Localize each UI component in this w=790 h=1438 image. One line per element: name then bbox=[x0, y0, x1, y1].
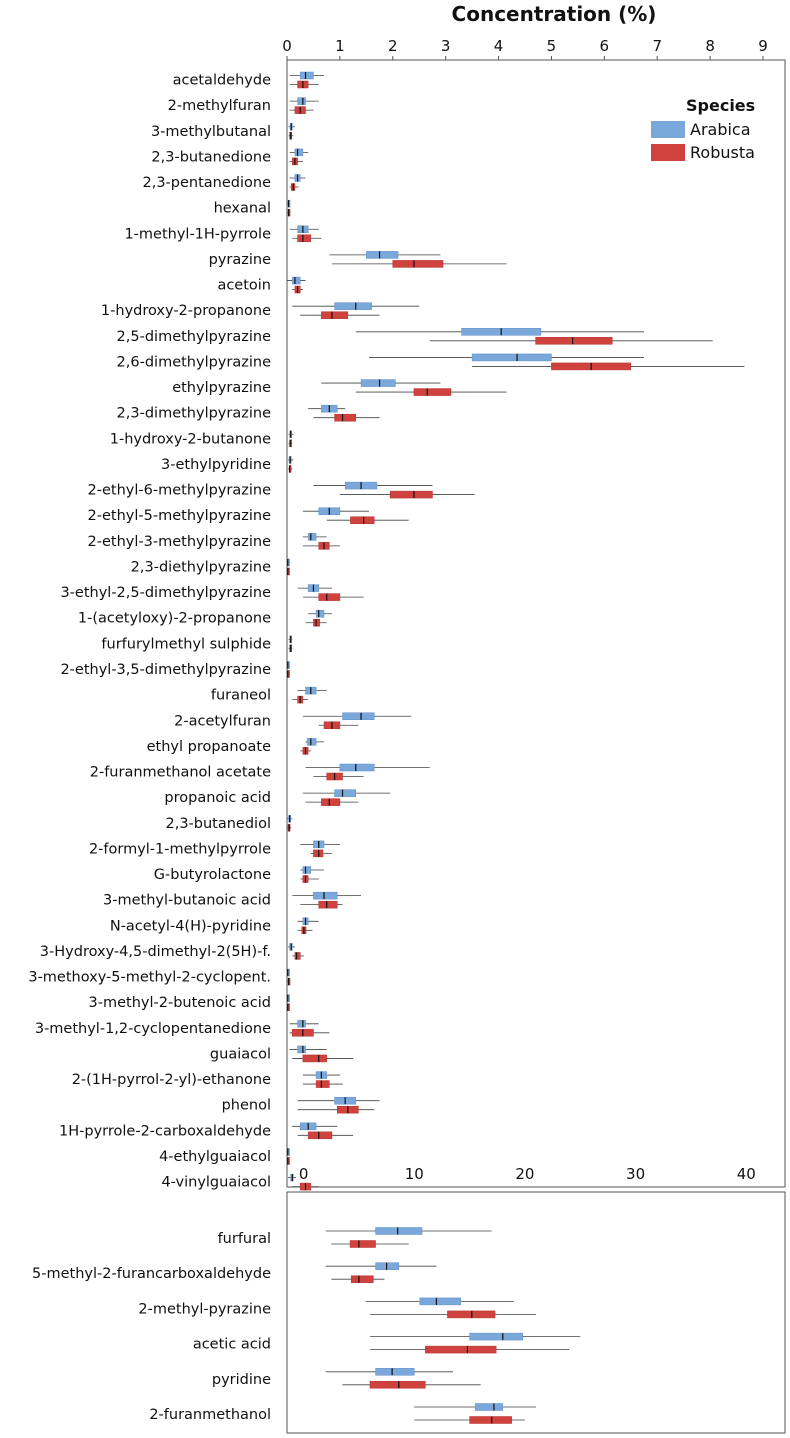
category-label: 3-Hydroxy-4,5-dimethyl-2(5H)-f. bbox=[39, 943, 271, 960]
bottom-x-tick-label: 20 bbox=[515, 1165, 535, 1183]
robusta-box bbox=[319, 901, 338, 908]
category-boxplot-pair bbox=[292, 1123, 353, 1139]
category-label: 3-methoxy-5-methyl-2-cyclopent. bbox=[28, 969, 271, 986]
category-label: 2-furanmethanol bbox=[149, 1407, 271, 1423]
category-boxplot-pair bbox=[303, 1072, 343, 1088]
category-boxplot-pair bbox=[321, 380, 506, 396]
top-x-tick-label: 3 bbox=[440, 37, 451, 55]
robusta-box bbox=[536, 337, 613, 344]
robusta-box bbox=[321, 312, 347, 319]
category-label: 2-ethyl-5-methylpyrazine bbox=[87, 508, 271, 525]
top-category-labels bbox=[28, 73, 271, 1191]
category-boxplot-pair bbox=[292, 687, 326, 703]
category-label: ethylpyrazine bbox=[172, 380, 271, 397]
arabica-box bbox=[292, 277, 300, 284]
arabica-box bbox=[300, 72, 313, 79]
category-label: 1-methyl-1H-pyrrole bbox=[124, 226, 271, 243]
category-label: 1-(acetyloxy)-2-propanone bbox=[77, 610, 271, 627]
arabica-box bbox=[361, 380, 395, 387]
category-boxplot-pair bbox=[287, 969, 290, 985]
arabica-box bbox=[298, 1046, 306, 1053]
arabica-box bbox=[313, 892, 337, 899]
category-boxplot-pair bbox=[290, 226, 322, 242]
robusta-box bbox=[319, 594, 340, 601]
category-label: furaneol bbox=[210, 687, 271, 704]
category-boxplot-pair bbox=[308, 405, 379, 421]
top-x-tick-label: 7 bbox=[652, 37, 662, 55]
category-boxplot-pair bbox=[289, 431, 294, 447]
category-label: 3-methyl-butanoic acid bbox=[103, 892, 271, 909]
top-x-tick-label: 6 bbox=[599, 37, 610, 55]
top-panel-frame bbox=[287, 60, 785, 1187]
category-label: 4-vinylguaiacol bbox=[161, 1174, 271, 1191]
category-label: 2-formyl-1-methylpyrrole bbox=[88, 841, 271, 858]
category-boxplot-pair bbox=[288, 815, 293, 831]
category-boxplot-pair bbox=[306, 610, 332, 626]
arabica-box bbox=[470, 1333, 523, 1340]
category-label: pyrazine bbox=[208, 251, 271, 268]
robusta-box bbox=[335, 414, 356, 421]
category-label: acetoin bbox=[217, 277, 271, 294]
category-boxplot-pair bbox=[300, 841, 340, 857]
bottom-x-tick-label: 30 bbox=[626, 1165, 646, 1183]
category-label: acetaldehyde bbox=[172, 72, 271, 89]
category-label: phenol bbox=[221, 1097, 271, 1114]
category-label: 3-methyl-2-butenoic acid bbox=[88, 995, 271, 1012]
arabica-box bbox=[366, 251, 398, 258]
arabica-box bbox=[376, 1228, 422, 1235]
robusta-box bbox=[350, 1241, 375, 1248]
category-boxplot-pair bbox=[326, 1228, 492, 1248]
bottom-x-tick-label: 40 bbox=[736, 1165, 756, 1183]
category-boxplot-pair bbox=[287, 277, 306, 293]
arabica-box bbox=[316, 610, 324, 617]
arabica-box bbox=[340, 764, 374, 771]
x-axis-title: Concentration (%) bbox=[451, 2, 657, 26]
category-label: 2-methylfuran bbox=[167, 98, 271, 115]
top-axis-ticks bbox=[282, 37, 768, 60]
arabica-box bbox=[420, 1298, 461, 1305]
category-boxplot-pair bbox=[300, 738, 324, 754]
category-label: furfurylmethyl sulphide bbox=[101, 636, 271, 653]
robusta-box bbox=[393, 260, 443, 267]
category-label: propanoic acid bbox=[164, 790, 271, 807]
category-boxplot-pair bbox=[288, 943, 304, 959]
category-label: 1-hydroxy-2-butanone bbox=[109, 431, 271, 448]
robusta-box bbox=[351, 1276, 373, 1283]
arabica-box bbox=[475, 1404, 503, 1411]
arabica-box bbox=[298, 98, 306, 105]
category-boxplot-pair bbox=[356, 328, 713, 344]
category-label: 2,3-dimethylpyrazine bbox=[116, 405, 271, 422]
robusta-box bbox=[303, 1055, 327, 1062]
category-boxplot-pair bbox=[303, 508, 409, 524]
legend-swatch-robusta bbox=[651, 144, 685, 161]
category-boxplot-pair bbox=[287, 661, 289, 677]
bottom-x-tick-label: 10 bbox=[404, 1165, 424, 1183]
category-boxplot-pair bbox=[303, 713, 411, 729]
category-label: 2-ethyl-6-methylpyrazine bbox=[87, 482, 271, 499]
category-label: 2,3-pentanedione bbox=[142, 175, 271, 192]
arabica-box bbox=[343, 713, 375, 720]
category-label: 1-hydroxy-2-propanone bbox=[100, 303, 271, 320]
category-label: acetic acid bbox=[192, 1336, 271, 1353]
category-boxplot-pair bbox=[414, 1404, 536, 1424]
top-x-tick-label: 8 bbox=[705, 37, 715, 55]
robusta-box bbox=[414, 389, 451, 396]
arabica-box bbox=[303, 867, 311, 874]
category-label: 3-ethylpyridine bbox=[161, 456, 271, 473]
category-boxplot-pair bbox=[370, 1333, 580, 1353]
arabica-box bbox=[295, 149, 303, 156]
arabica-box bbox=[335, 790, 356, 797]
category-boxplot-pair bbox=[313, 482, 474, 498]
category-label: 2-ethyl-3-methylpyrazine bbox=[87, 533, 271, 550]
category-label: 3-ethyl-2,5-dimethylpyrazine bbox=[60, 585, 271, 602]
category-label: 2,5-dimethylpyrazine bbox=[116, 328, 271, 345]
category-label: 3-methylbutanal bbox=[150, 123, 271, 140]
category-label: 5-methyl-2-furancarboxaldehyde bbox=[32, 1266, 271, 1283]
legend bbox=[651, 96, 755, 162]
bottom-axis-ticks bbox=[299, 1165, 756, 1183]
top-boxplots bbox=[287, 72, 744, 1190]
category-boxplot-pair bbox=[288, 200, 291, 216]
top-x-tick-label: 5 bbox=[546, 37, 557, 55]
arabica-box bbox=[298, 1020, 306, 1027]
robusta-box bbox=[350, 517, 374, 524]
category-label: 2,3-butanediol bbox=[165, 815, 271, 832]
robusta-box bbox=[295, 952, 300, 959]
robusta-box bbox=[321, 799, 340, 806]
category-boxplot-pair bbox=[306, 764, 430, 780]
category-label: 4-ethylguaiacol bbox=[159, 1148, 271, 1165]
robusta-box bbox=[298, 235, 311, 242]
category-boxplot-pair bbox=[289, 123, 295, 139]
top-x-tick-label: 2 bbox=[388, 37, 398, 55]
category-boxplot-pair bbox=[289, 636, 293, 652]
category-boxplot-pair bbox=[290, 1046, 353, 1062]
legend-title: Species bbox=[686, 96, 756, 115]
category-boxplot-pair bbox=[290, 149, 309, 165]
arabica-box bbox=[335, 303, 372, 310]
category-label: N-acetyl-4(H)-pyridine bbox=[109, 918, 271, 935]
category-boxplot-pair bbox=[290, 175, 306, 191]
category-label: 2,3-diethylpyrazine bbox=[130, 559, 271, 576]
category-boxplot-pair bbox=[290, 72, 324, 88]
legend-label-arabica: Arabica bbox=[690, 120, 751, 139]
category-label: hexanal bbox=[213, 200, 271, 217]
category-label: 2-ethyl-3,5-dimethylpyrazine bbox=[60, 661, 271, 678]
top-x-tick-label: 9 bbox=[758, 37, 768, 55]
category-boxplot-pair bbox=[298, 918, 319, 934]
category-label: 3-methyl-1,2-cyclopentanedione bbox=[34, 1020, 271, 1037]
category-boxplot-pair bbox=[287, 1148, 289, 1164]
category-label: 2-furanmethanol acetate bbox=[89, 764, 271, 781]
category-label: 1H-pyrrole-2-carboxaldehyde bbox=[59, 1123, 271, 1140]
top-x-tick-label: 1 bbox=[335, 37, 345, 55]
robusta-box bbox=[390, 491, 432, 498]
category-boxplot-pair bbox=[326, 1263, 437, 1283]
category-label: 2-acetylfuran bbox=[174, 713, 271, 730]
category-label: 2,3-butanedione bbox=[151, 149, 271, 166]
category-boxplot-pair bbox=[287, 559, 289, 575]
robusta-box bbox=[308, 1132, 332, 1139]
category-boxplot-pair bbox=[292, 303, 419, 319]
robusta-box bbox=[316, 1081, 329, 1088]
top-x-tick-label: 0 bbox=[282, 37, 292, 55]
robusta-box bbox=[470, 1417, 512, 1424]
category-label: ethyl propanoate bbox=[146, 738, 271, 755]
category-boxplot-pair bbox=[326, 1368, 481, 1388]
category-label: pyridine bbox=[211, 1371, 271, 1388]
legend-label-robusta: Robusta bbox=[690, 143, 755, 162]
category-boxplot-pair bbox=[292, 892, 361, 908]
category-label: G-butyrolactone bbox=[153, 867, 271, 884]
category-boxplot-pair bbox=[303, 533, 340, 549]
category-boxplot-pair bbox=[290, 1020, 330, 1036]
category-label: 2,6-dimethylpyrazine bbox=[116, 354, 271, 371]
robusta-box bbox=[370, 1381, 425, 1388]
category-boxplot-pair bbox=[298, 585, 364, 601]
category-boxplot-pair bbox=[369, 354, 745, 370]
bottom-panel-frame bbox=[287, 1192, 785, 1433]
category-label: furfural bbox=[217, 1231, 271, 1247]
category-label: guaiacol bbox=[209, 1046, 271, 1063]
category-boxplot-pair bbox=[290, 98, 319, 114]
category-label: 2-(1H-pyrrol-2-yl)-ethanone bbox=[71, 1072, 271, 1089]
category-boxplot-pair bbox=[287, 995, 289, 1011]
bottom-x-tick-label: 0 bbox=[298, 1165, 309, 1183]
category-boxplot-pair bbox=[329, 251, 506, 267]
category-boxplot-pair bbox=[366, 1298, 536, 1318]
category-label: 2-methyl-pyrazine bbox=[138, 1301, 271, 1318]
top-x-tick-label: 4 bbox=[493, 37, 504, 55]
arabica-box bbox=[308, 533, 316, 540]
arabica-box bbox=[307, 738, 316, 745]
bottom-boxplots bbox=[326, 1228, 581, 1424]
category-boxplot-pair bbox=[288, 456, 293, 472]
category-boxplot-pair bbox=[303, 790, 390, 806]
arabica-box bbox=[472, 354, 551, 361]
arabica-box bbox=[376, 1368, 415, 1375]
category-boxplot-pair bbox=[298, 1097, 380, 1113]
bottom-category-labels bbox=[32, 1231, 271, 1423]
category-boxplot-pair bbox=[300, 867, 324, 883]
robusta-box bbox=[425, 1346, 496, 1353]
legend-swatch-arabica bbox=[651, 121, 685, 138]
